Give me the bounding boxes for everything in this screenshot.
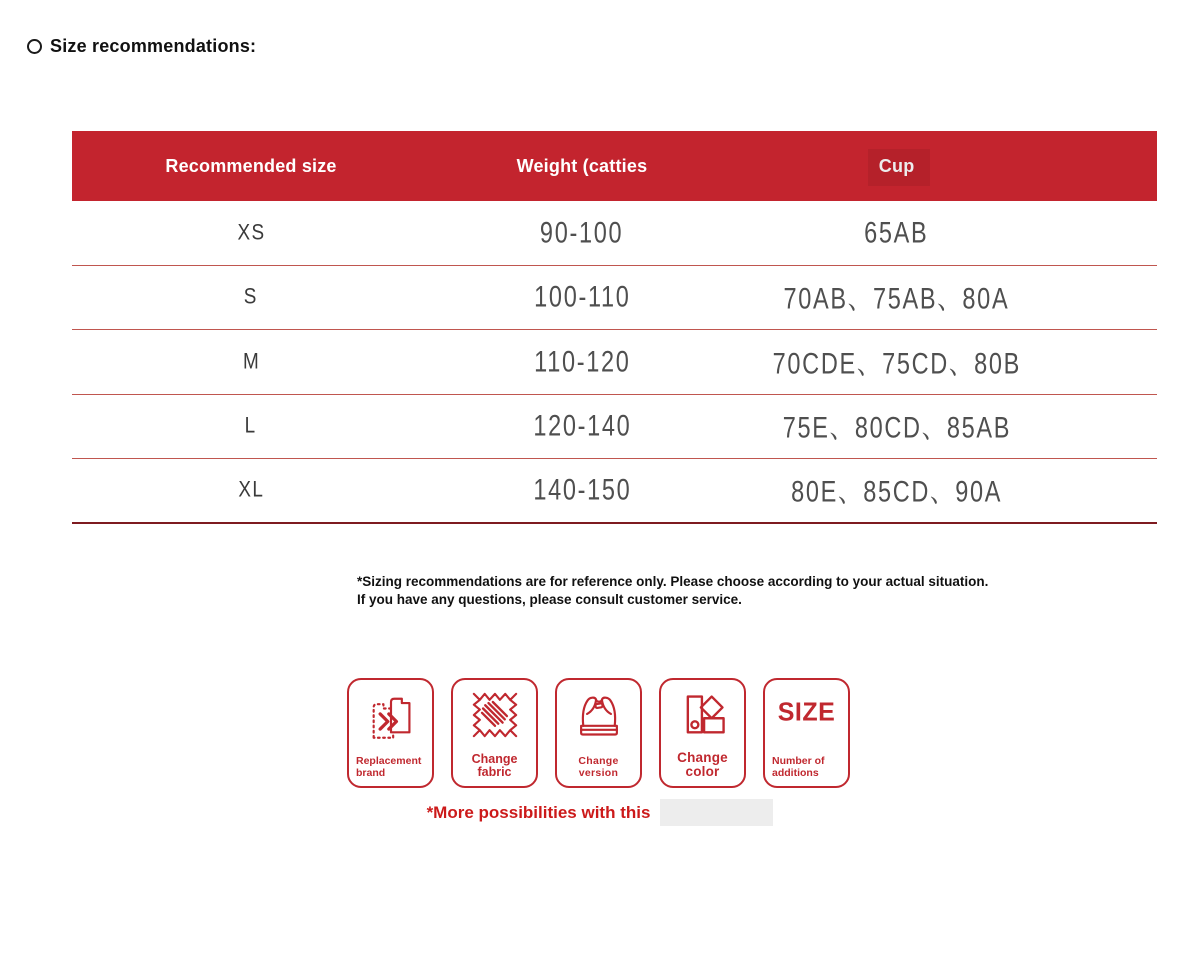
watermark-shade: [868, 149, 930, 186]
column-header-cup: Cup: [878, 155, 915, 176]
cup-value: 70AB、75AB、80A: [783, 282, 1010, 316]
sizing-disclaimer: *Sizing recommendations are for reference only. Please choose according to your actual situation. If you have any questions, please consult customer service.: [357, 574, 989, 607]
table-row: [72, 201, 1157, 266]
cup-value: 65AB: [864, 215, 929, 249]
color-swatches-icon: [668, 685, 737, 745]
table-row: [72, 395, 1157, 460]
feature-label: Change version: [578, 755, 619, 779]
feature-change-fabric: [451, 678, 538, 788]
size-text-icon: SIZE: [777, 697, 836, 727]
size-value: M: [242, 349, 260, 374]
size-value: S: [244, 284, 259, 309]
cup-value: 80E、85CD、90A: [791, 475, 1003, 509]
fabric-swatch-icon: [460, 685, 529, 745]
size-table: [72, 131, 1157, 524]
size-value: XS: [237, 220, 265, 245]
feature-replacement-brand: [347, 678, 434, 788]
weight-value: 90-100: [540, 215, 624, 249]
table-row: [72, 330, 1157, 395]
column-header-weight: Weight (catties: [516, 155, 648, 176]
watermark-block: [660, 799, 773, 826]
feature-label: Change fabric: [471, 752, 518, 779]
replace-brand-icon: [356, 685, 425, 745]
bra-icon: [564, 685, 633, 745]
feature-label: Change color: [677, 750, 728, 779]
customization-features: [347, 678, 850, 788]
feature-change-color: [659, 678, 746, 788]
section-header: [27, 36, 256, 57]
table-row: [72, 459, 1157, 524]
table-header-row: [72, 131, 1157, 201]
weight-value: 110-120: [533, 344, 631, 378]
weight-value: 120-140: [532, 409, 631, 443]
size-value: XL: [238, 477, 264, 502]
footer-note-row: [0, 799, 1200, 826]
feature-number-of-additions: [763, 678, 850, 788]
bullet-circle-icon: [27, 39, 42, 54]
feature-label: Number of additions: [772, 755, 825, 779]
table-row: [72, 266, 1157, 331]
weight-value: 140-150: [532, 473, 631, 507]
size-value: L: [245, 413, 257, 438]
feature-change-version: [555, 678, 642, 788]
feature-label: Replacement brand: [356, 755, 422, 779]
weight-value: 100-110: [533, 280, 631, 314]
column-header-recommended-size: Recommended size: [165, 155, 337, 176]
footer-note: *More possibilities with this: [426, 802, 651, 822]
page-title: Size recommendations:: [50, 36, 257, 56]
cup-value: 70CDE、75CD、80B: [772, 346, 1021, 380]
cup-value: 75E、80CD、85AB: [782, 411, 1011, 445]
